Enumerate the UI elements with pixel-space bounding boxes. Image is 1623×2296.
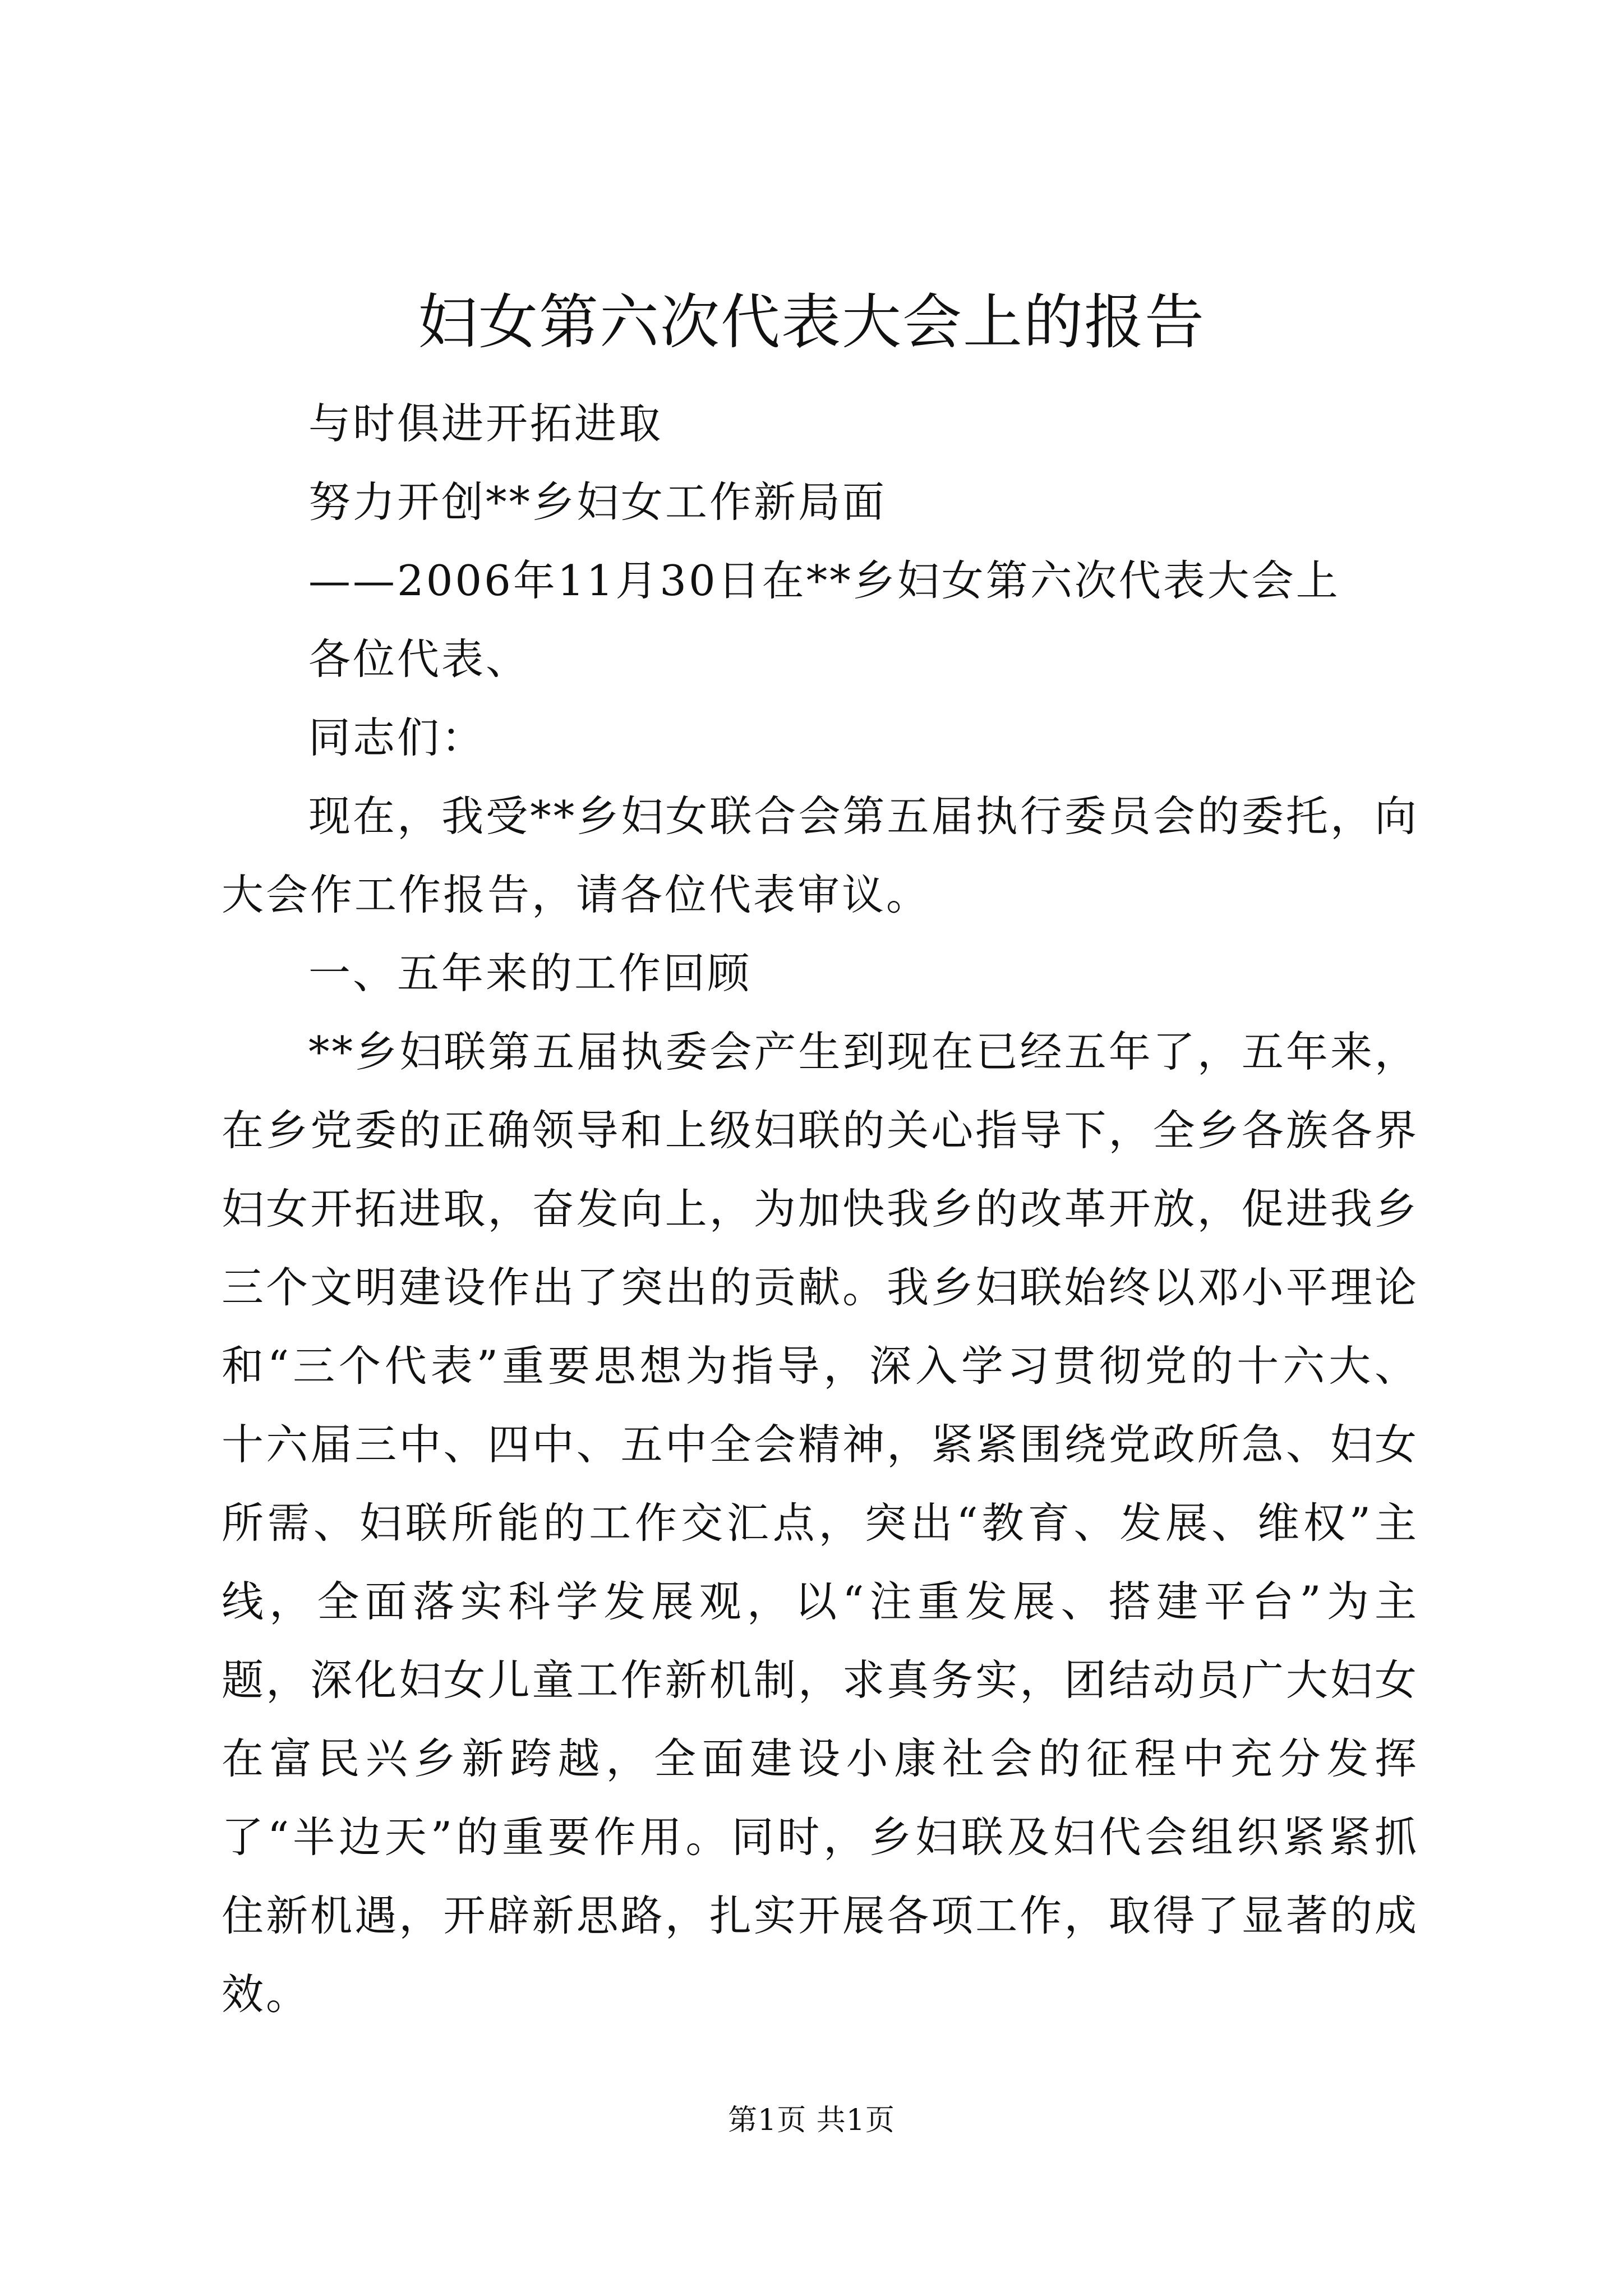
opening-paragraph: 现在，我受**乡妇女联合会第五届执行委员会的委托，向大会作工作报告，请各位代表审议。 bbox=[222, 792, 1419, 919]
subtitle-line-1: 与时俱进开拓进取 bbox=[308, 399, 663, 448]
section-heading: 一、五年来的工作回顾 bbox=[308, 949, 752, 998]
document-title: 妇女第六次代表大会上的报告 bbox=[418, 288, 1205, 357]
subtitle-line-2: 努力开创**乡妇女工作新局面 bbox=[308, 477, 887, 527]
salutation-line-2: 同志们： bbox=[308, 713, 486, 762]
subtitle-line-3: ——2006年11月30日在**乡妇女第六次代表大会上 bbox=[308, 556, 1340, 605]
document-body bbox=[222, 384, 1419, 2033]
review-paragraph: **乡妇联第五届执委会产生到现在已经五年了，五年来，在乡党委的正确领导和上级妇联的关心指导下，全乡各族各界妇女开拓进取，奋发向上，为加快我乡的改革开放，促进我乡三个文明建设作出了突出的贡献。我乡妇联始终以邓小平理论和“三个代表”重要思想为指导，深入学习贯彻党的十六大、十六届三中、四中、五中全会精神，紧紧围绕党政所急、妇女所需、妇联所能的工作交汇点，突出“教育、发展、维权”主线，全面落实科学发展观，以“注重发展、搭建平台”为主题，深化妇女儿童工作新机制，求真务实，团结动员广大妇女在富民兴乡新跨越，全面建设小康社会的征程中充分发挥了“半边天”的重要作用。同时，乡妇联及妇代会组织紧紧抓住新机遇，开辟新思路，扎实开展各项工作，取得了显著的成效。 bbox=[222, 1027, 1419, 2019]
salutation-line-1: 各位代表、 bbox=[308, 634, 531, 684]
page-footer: 第1页 共1页 bbox=[728, 2104, 895, 2137]
